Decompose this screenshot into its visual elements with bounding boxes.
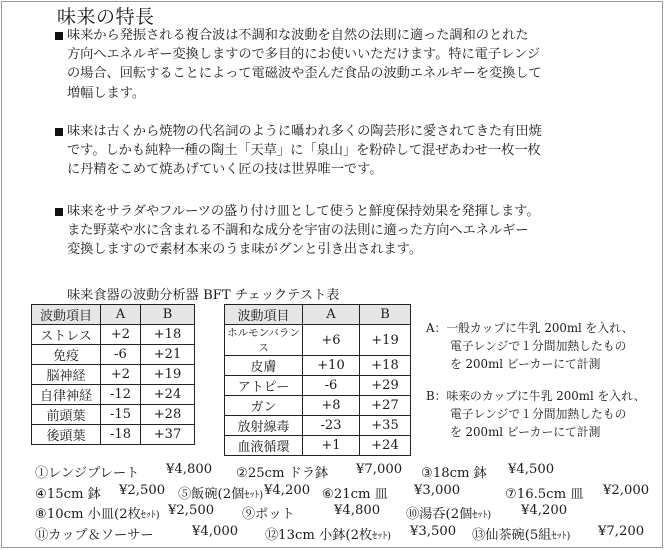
product-name: ⑪カップ＆ソーサー [35, 527, 154, 543]
table-cell: +24 [360, 436, 411, 456]
product-price: ¥3,500 [410, 523, 457, 539]
table-row [225, 396, 411, 416]
product-name: ①レンジプレート [35, 466, 140, 481]
paragraph-line: の場合、回転することによって電磁波や歪んだ食品の波動エネルギーを変換して [67, 66, 542, 82]
product-name: ⑨ポット [242, 507, 295, 522]
paragraph-line: また野菜や水に含まれる不調和な成分を宇宙の法則に適った方向へエネルギー [67, 223, 529, 239]
product-set-label: ｾｯﾄ) [372, 530, 392, 542]
table-cell: +19 [141, 365, 195, 385]
table-cell: +29 [360, 376, 411, 396]
header-cell: A [303, 305, 360, 325]
note-a [426, 320, 633, 373]
header-cell: B [360, 305, 411, 325]
product-price: ¥7,000 [356, 462, 403, 477]
product-name [472, 524, 570, 543]
product-row [35, 524, 660, 545]
header-cell: 波動項目 [32, 305, 101, 325]
note-line: を 200ml ビーカーにて計測 [450, 424, 601, 439]
table-row [32, 365, 195, 385]
table-cell: +28 [141, 405, 195, 425]
table-cell: +8 [303, 396, 360, 416]
table-row [32, 345, 195, 365]
table-cell: -15 [101, 405, 141, 425]
product-set-label: ｾｯﾄ) [140, 510, 160, 521]
table-cell: +24 [141, 385, 195, 405]
header-cell: B [141, 305, 195, 325]
page-title: 味来の特長 [57, 6, 155, 28]
note-line: を 200ml ビーカーにて計測 [450, 356, 601, 371]
table-cell: ガン [225, 396, 303, 416]
table-cell: -12 [101, 385, 141, 405]
product-price: ¥3,000 [414, 482, 461, 498]
product-name: ③18cm 鉢 [421, 466, 487, 481]
product-price: ¥4,800 [334, 503, 381, 518]
table-cell: +21 [141, 345, 195, 365]
table-row [32, 325, 195, 345]
table-row [225, 416, 411, 436]
product-price: ¥4,200 [521, 503, 568, 518]
product-name: ⑦16.5cm 皿 [505, 486, 584, 502]
table-cell: -18 [101, 425, 141, 445]
product-row [35, 483, 660, 504]
table-cell: 皮膚 [225, 356, 303, 376]
table-cell: 前頭葉 [32, 405, 101, 425]
header-cell: A [101, 305, 141, 325]
paragraph-line: に丹精をこめて焼あげていく匠の技は世界唯一です。 [67, 162, 383, 178]
paragraph-line: 味来から発振される複合波は不調和な波動を自然の法則に適った調和のとれた [67, 28, 529, 43]
note-line: A：一般カップに牛乳 200ml を入れ、 [426, 321, 634, 335]
table-cell: 脳神経 [32, 365, 101, 385]
product-price: ¥4,500 [508, 462, 555, 477]
table-cell: +2 [101, 365, 141, 385]
bullet-square-icon [55, 208, 63, 216]
table-cell: 放射線毒 [225, 416, 303, 436]
table-cell: 自律神経 [32, 385, 101, 405]
product-price: ¥2,500 [119, 482, 166, 498]
note-b [426, 388, 645, 441]
table-row [225, 376, 411, 396]
product-set-label: ｾｯﾄ) [244, 489, 264, 501]
product-price: ¥4,200 [264, 482, 311, 498]
table-row [32, 385, 195, 405]
note-line: 電子レンジで１分間加熱したもの [450, 338, 627, 353]
table-cell: +35 [360, 416, 411, 436]
feature-paragraph-2 [67, 122, 657, 180]
product-price: ¥2,500 [168, 503, 215, 518]
product-set-label: ｾｯﾄ) [551, 530, 571, 542]
table-header-row [32, 305, 195, 325]
table-cell: 免疫 [32, 345, 101, 365]
header-cell: 波動項目 [225, 305, 303, 325]
table-row [32, 405, 195, 425]
product-name-text: ⑩湯呑(2個 [406, 507, 473, 522]
paragraph-line: です。しかも純粋一種の陶土「天草」に「泉山」を粉砕して混ぜあわせ一枚一枚 [67, 143, 541, 159]
table-cell: ストレス [32, 325, 101, 345]
paragraph-line: 変換しますので素材本来のうま味がグンと引き出されます。 [67, 242, 423, 258]
table-cell: 後頭葉 [32, 425, 101, 445]
table-cell: +37 [141, 425, 195, 445]
table-row [225, 325, 411, 356]
table-cell: +27 [360, 396, 411, 416]
product-name [35, 503, 160, 522]
table-row [225, 436, 411, 456]
product-name: ⑥21cm 皿 [322, 486, 388, 502]
product-price: ¥7,200 [598, 523, 645, 539]
table-cell: +2 [101, 325, 141, 345]
paragraph-line: 増幅します。 [67, 85, 146, 101]
product-list [35, 462, 660, 544]
feature-paragraph-1 [67, 26, 657, 103]
product-set-label: ｾｯﾄ) [472, 510, 492, 521]
paragraph-line: 方向へエネルギー変換しますので多目的にお使いいただけます。特に電子レンジ [67, 47, 541, 63]
table-cell: +18 [360, 356, 411, 376]
table-cell: 血液循環 [225, 436, 303, 456]
product-name-text: ⑧10cm 小皿(2枚 [35, 507, 141, 522]
product-name [406, 503, 491, 522]
note-line: B：味来のカップに牛乳 200ml を入れ、 [426, 389, 646, 403]
product-name-text: ⑫13cm 小鉢(2枚 [265, 527, 373, 543]
table-row [32, 425, 195, 445]
wave-test-table-1 [31, 304, 195, 445]
product-name [265, 524, 391, 543]
product-price: ¥4,000 [192, 523, 239, 539]
product-price: ¥2,000 [603, 482, 650, 498]
table-cell: +10 [303, 356, 360, 376]
product-row [35, 462, 660, 483]
bullet-square-icon [55, 128, 63, 136]
product-row [35, 503, 660, 524]
table-cell: +6 [303, 325, 360, 356]
wave-test-table-2 [224, 304, 411, 456]
table-cell: +19 [360, 325, 411, 356]
table-cell: -6 [303, 376, 360, 396]
product-name: ④15cm 鉢 [35, 486, 101, 502]
product-price: ¥4,800 [166, 462, 213, 477]
table-title: 味来食器の波動分析器 BFT チェックテスト表 [67, 288, 340, 303]
table-cell: ホルモンバランス [225, 325, 303, 356]
paragraph-line: 味来をサラダやフルーツの盛り付け皿として使うと鮮度保持効果を発揮します。 [67, 204, 540, 219]
table-header-row [225, 305, 411, 325]
table-cell: -23 [303, 416, 360, 436]
table-cell: +18 [141, 325, 195, 345]
product-name-text: ⑬仙茶碗(5組 [472, 527, 552, 543]
note-line: 電子レンジで１分間加熱したもの [450, 406, 627, 421]
paragraph-line: 味来は古くから焼物の代名詞のように囁われ多くの陶芸形に愛されてきた有田焼 [67, 124, 542, 139]
table-cell: +1 [303, 436, 360, 456]
product-name: ②25cm ドラ鉢 [236, 466, 329, 481]
product-name [178, 483, 263, 502]
feature-paragraph-3 [67, 202, 657, 260]
table-row [225, 356, 411, 376]
table-cell: -6 [101, 345, 141, 365]
product-name-text: ⑤飯碗(2個 [178, 486, 245, 502]
table-cell: アトピー [225, 376, 303, 396]
bullet-square-icon [55, 32, 63, 40]
